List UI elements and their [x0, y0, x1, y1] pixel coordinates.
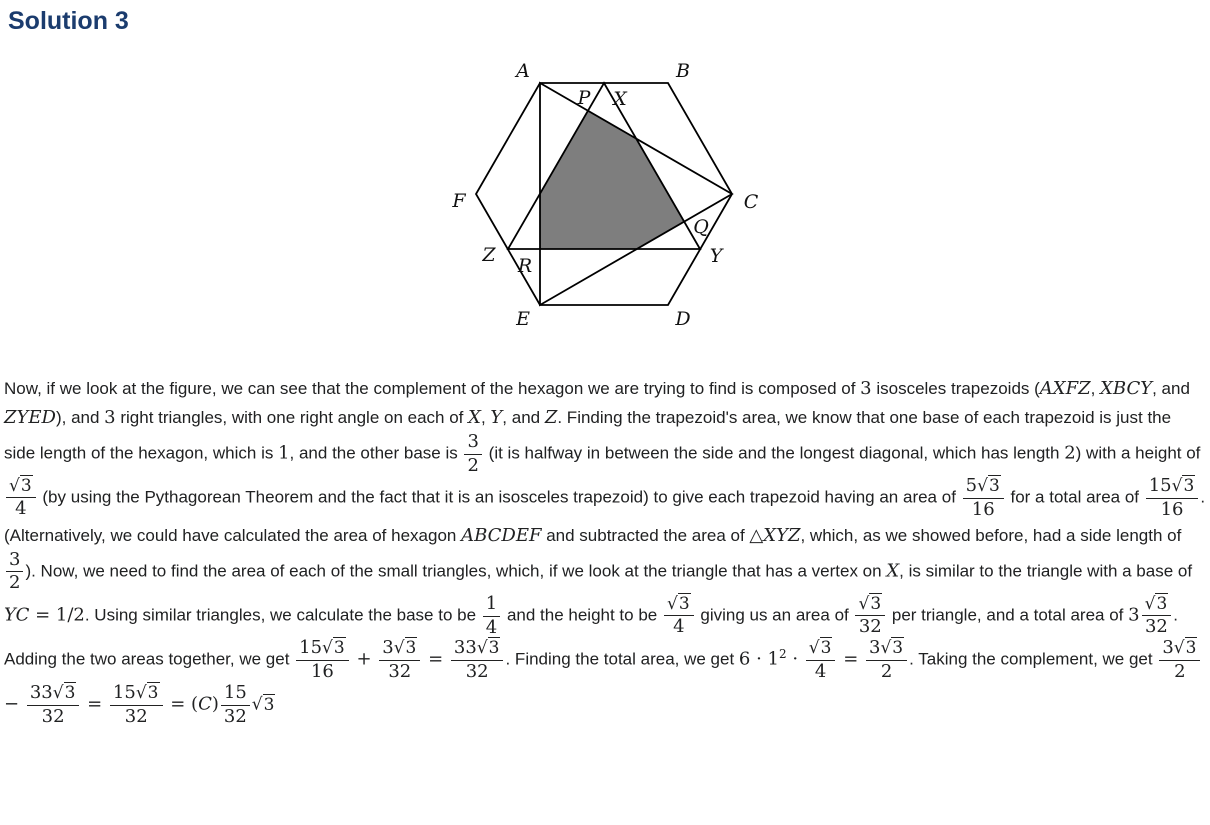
fraction-denominator [963, 499, 1004, 521]
sqrt-expression [1174, 637, 1198, 658]
math-fraction [806, 639, 836, 682]
sqrt-expression [477, 637, 501, 658]
text-run: , and the other base is [289, 443, 463, 463]
vertex-label-A: A [516, 59, 530, 82]
math-variable: XBCY [1100, 377, 1153, 399]
fraction-numerator [664, 595, 694, 617]
math-fraction [6, 477, 36, 520]
sqrt-expression [322, 637, 346, 658]
vertex-label-Z: Z [482, 243, 496, 266]
math-number: 1 [278, 442, 290, 464]
sqrt-expression [9, 475, 33, 496]
text-run: . (Alternatively, we could have calculated the area of hexagon [4, 487, 1206, 545]
sqrt-expression [394, 637, 418, 658]
math-variable: X [886, 560, 900, 582]
math-number: − [4, 693, 25, 715]
math-number: 3 [869, 637, 881, 659]
math-number: 32 [124, 705, 148, 727]
math-number: 15 [112, 681, 136, 703]
text-run: for a total area of [1005, 487, 1144, 507]
radical-sign: √ [1173, 638, 1185, 659]
radicand: 3 [892, 638, 904, 659]
math-number: 32 [1144, 616, 1168, 638]
radical-sign: √ [858, 593, 870, 614]
radicand: 3 [64, 682, 76, 703]
text-run: and the height to be [502, 605, 662, 625]
math-variable: YC [4, 604, 30, 626]
math-number: 2 [1174, 661, 1186, 683]
math-fraction [27, 683, 80, 727]
text-run: giving us an area of [695, 605, 854, 625]
radicand: 3 [20, 475, 32, 496]
fraction-numerator [1142, 595, 1172, 617]
vertex-label-Q: Q [693, 215, 709, 238]
text-run: , and [502, 407, 545, 427]
math-number: ) [211, 693, 219, 715]
math-variable: XYZ [763, 524, 801, 546]
radicand: 3 [820, 638, 832, 659]
fraction-numerator [963, 476, 1004, 499]
fraction-denominator [664, 616, 694, 638]
math-number: 16 [971, 498, 995, 520]
vertex-label-X: X [613, 87, 627, 110]
math-number: = 1/2 [29, 604, 85, 626]
fraction-denominator [1159, 661, 1200, 683]
vertex-label-D: D [675, 307, 691, 330]
math-number: 2 [467, 454, 479, 476]
sqrt-expression [809, 637, 833, 658]
radical-sign: √ [135, 682, 147, 703]
radicand: 3 [1156, 593, 1168, 614]
text-run: Now, if we look at the figure, we can see that the complement of the hexagon we are trying to find is composed of [4, 378, 861, 398]
math-variable: X [468, 406, 481, 428]
math-number: 3 [467, 430, 479, 452]
fraction-denominator [6, 572, 23, 594]
fraction-numerator [483, 594, 500, 617]
text-run: , [1090, 378, 1101, 398]
fraction-denominator [855, 616, 885, 638]
radical-sign: √ [52, 682, 64, 703]
math-number: 3 [104, 406, 116, 428]
fraction-denominator [451, 661, 504, 683]
text-run: ). Now, we need to find the area of each of the small triangles, which, if we look at the triangle that has a vertex on [25, 561, 887, 581]
fraction-numerator [855, 595, 885, 617]
math-variable: Z [544, 406, 558, 428]
sqrt-expression [977, 475, 1001, 496]
shaded-region [540, 111, 684, 249]
math-number: 3 [1162, 637, 1174, 659]
fraction-denominator [464, 455, 481, 477]
radical-sign: √ [1171, 476, 1183, 497]
math-number: 4 [485, 616, 498, 638]
radicand: 3 [488, 638, 500, 659]
math-number: = ( [164, 693, 199, 715]
sqrt-expression [880, 637, 904, 658]
radicand: 3 [147, 682, 159, 703]
math-number: 1 [485, 593, 498, 615]
text-run: right triangles, with one right angle on each of [115, 407, 469, 427]
fraction-denominator [866, 661, 907, 683]
text-run: . Adding the two areas together, we get [4, 605, 1178, 670]
fraction-numerator [296, 638, 349, 661]
math-fraction [1142, 595, 1172, 638]
fraction-denominator [1146, 499, 1199, 521]
fraction-numerator [6, 550, 23, 573]
radical-sign: √ [1144, 593, 1156, 614]
fraction-numerator [6, 477, 36, 499]
math-fraction [379, 638, 420, 682]
fraction-numerator [27, 683, 80, 706]
math-number: 33 [29, 681, 53, 703]
page-title: Solution 3 [8, 7, 129, 35]
sqrt-expression [667, 593, 691, 614]
hexagon-figure [0, 54, 1210, 342]
radical-sign: √ [476, 638, 488, 659]
text-run: . Taking the complement, we get [909, 650, 1158, 670]
text-run: , and [1152, 378, 1190, 398]
math-number: 2 [880, 661, 893, 683]
math-variable: Y [490, 406, 503, 428]
fraction-denominator [221, 706, 250, 728]
radical-sign: √ [808, 638, 820, 659]
math-number: · [786, 649, 804, 671]
math-fraction [664, 595, 694, 638]
math-number: 32 [223, 705, 247, 727]
fraction-numerator [110, 683, 163, 706]
text-run: . Using similar triangles, we calculate the base to be [84, 605, 481, 625]
text-run: , is similar to the triangle with a base of [899, 561, 1193, 581]
sqrt-expression [1145, 593, 1169, 614]
text-run: (it is halfway in between the side and the longest diagonal, which has length [483, 443, 1065, 463]
radicand: 3 [1183, 476, 1195, 497]
radical-sign: √ [9, 475, 20, 496]
math-number: 5 [965, 475, 978, 497]
math-number: 15 [299, 637, 323, 659]
math-number: 16 [310, 661, 334, 683]
math-number: 15 [1148, 475, 1172, 497]
vertex-label-E: E [516, 307, 530, 330]
radical-sign: √ [666, 593, 678, 614]
fraction-numerator [464, 432, 481, 455]
text-run: . Finding the total area, we get [505, 650, 739, 670]
math-number: 4 [15, 498, 27, 520]
text-run: , [480, 407, 491, 427]
vertex-label-B: B [676, 59, 690, 82]
fraction-numerator [806, 639, 836, 661]
radicand: 3 [678, 593, 690, 614]
math-variable: C [198, 693, 212, 715]
radicand: 3 [405, 638, 417, 659]
vertex-label-P: P [577, 86, 591, 109]
math-fraction [6, 550, 23, 594]
text-run: ) with a height of [1075, 443, 1201, 463]
math-superscript: 2 [778, 647, 787, 662]
math-number: 4 [673, 616, 685, 638]
fraction-numerator [1159, 638, 1200, 661]
fraction-denominator [483, 617, 500, 639]
vertex-label-R: R [517, 254, 533, 277]
math-fraction [963, 476, 1004, 520]
fraction-denominator [27, 706, 80, 728]
fraction-numerator [1146, 476, 1199, 499]
vertex-label-C: C [743, 190, 759, 213]
math-number: 4 [814, 660, 827, 682]
math-number: 32 [465, 661, 489, 683]
fraction-denominator [6, 498, 36, 520]
math-number: 2 [9, 572, 21, 594]
fraction-denominator [379, 661, 420, 683]
text-run: , which, as we showed before, had a side length of [800, 525, 1182, 545]
fraction-denominator [1142, 616, 1172, 638]
math-variable: ABCDEF [461, 524, 542, 546]
math-number: 6 · 1 [738, 649, 779, 671]
text-run: ), and [55, 407, 105, 427]
fraction-denominator [296, 661, 349, 683]
math-variable: ZYED [4, 406, 56, 428]
fraction-numerator [451, 638, 504, 661]
math-number: = [837, 649, 864, 671]
math-number: 3 [860, 377, 872, 399]
math-fraction [451, 638, 504, 682]
sqrt-expression [136, 682, 160, 703]
math-number: 3 [9, 548, 21, 570]
math-fraction [221, 683, 250, 727]
vertex-label-F: F [452, 189, 466, 212]
math-number: 3 [382, 637, 394, 659]
math-fraction [483, 594, 500, 638]
text-run: (by using the Pythagorean Theorem and the fact that it is an isosceles trapezoid) to give each trapezoid having an area of [37, 487, 961, 507]
math-number: △ [749, 524, 764, 546]
radicand: 3 [333, 638, 345, 659]
math-fraction [110, 683, 163, 727]
hexagon-diagram-svg [446, 54, 764, 339]
math-fraction [296, 638, 349, 682]
math-fraction [1159, 638, 1200, 682]
fraction-numerator [866, 638, 907, 661]
radical-sign: √ [322, 638, 333, 659]
radical-sign: √ [393, 638, 405, 659]
vertex-label-Y: Y [709, 244, 723, 267]
radical-sign: √ [880, 638, 892, 659]
math-fraction [855, 595, 885, 638]
sqrt-expression [53, 682, 77, 703]
math-number: 3 [1128, 604, 1140, 626]
page [0, 8, 1210, 825]
fraction-denominator [806, 661, 836, 683]
radical-sign: √ [251, 694, 263, 715]
radicand: 3 [263, 694, 275, 715]
radical-sign: √ [977, 476, 988, 497]
math-number: 15 [223, 681, 247, 703]
radicand: 3 [870, 593, 882, 614]
text-run: isosceles trapezoids ( [871, 378, 1040, 398]
math-number: 2 [1064, 442, 1076, 464]
math-variable: AXFZ [1039, 377, 1091, 399]
math-number: 32 [41, 705, 65, 727]
math-number: + [350, 649, 378, 671]
sqrt-expression [1172, 475, 1196, 496]
fraction-denominator [110, 706, 163, 728]
math-number: 33 [453, 637, 477, 659]
text-run: and subtracted the area of [541, 525, 750, 545]
math-number: 32 [858, 616, 882, 638]
fraction-numerator [379, 638, 420, 661]
sqrt-expression [252, 694, 276, 715]
math-fraction [1146, 476, 1199, 520]
math-fraction [866, 638, 907, 682]
solution-paragraph [4, 374, 1206, 728]
math-fraction [464, 432, 481, 476]
sqrt-expression [858, 593, 882, 614]
radicand: 3 [1185, 638, 1197, 659]
math-number: 32 [388, 661, 412, 683]
math-number: 16 [1160, 498, 1184, 520]
radicand: 3 [988, 476, 1000, 497]
text-run: per triangle, and a total area of [887, 605, 1129, 625]
text-run: . Finding the trapezoid's area, we know that one base of each trapezoid is just the side length of the hexagon, which is [4, 407, 1172, 463]
math-number: = [81, 693, 108, 715]
math-number: = [422, 649, 449, 671]
fraction-numerator [221, 683, 250, 706]
